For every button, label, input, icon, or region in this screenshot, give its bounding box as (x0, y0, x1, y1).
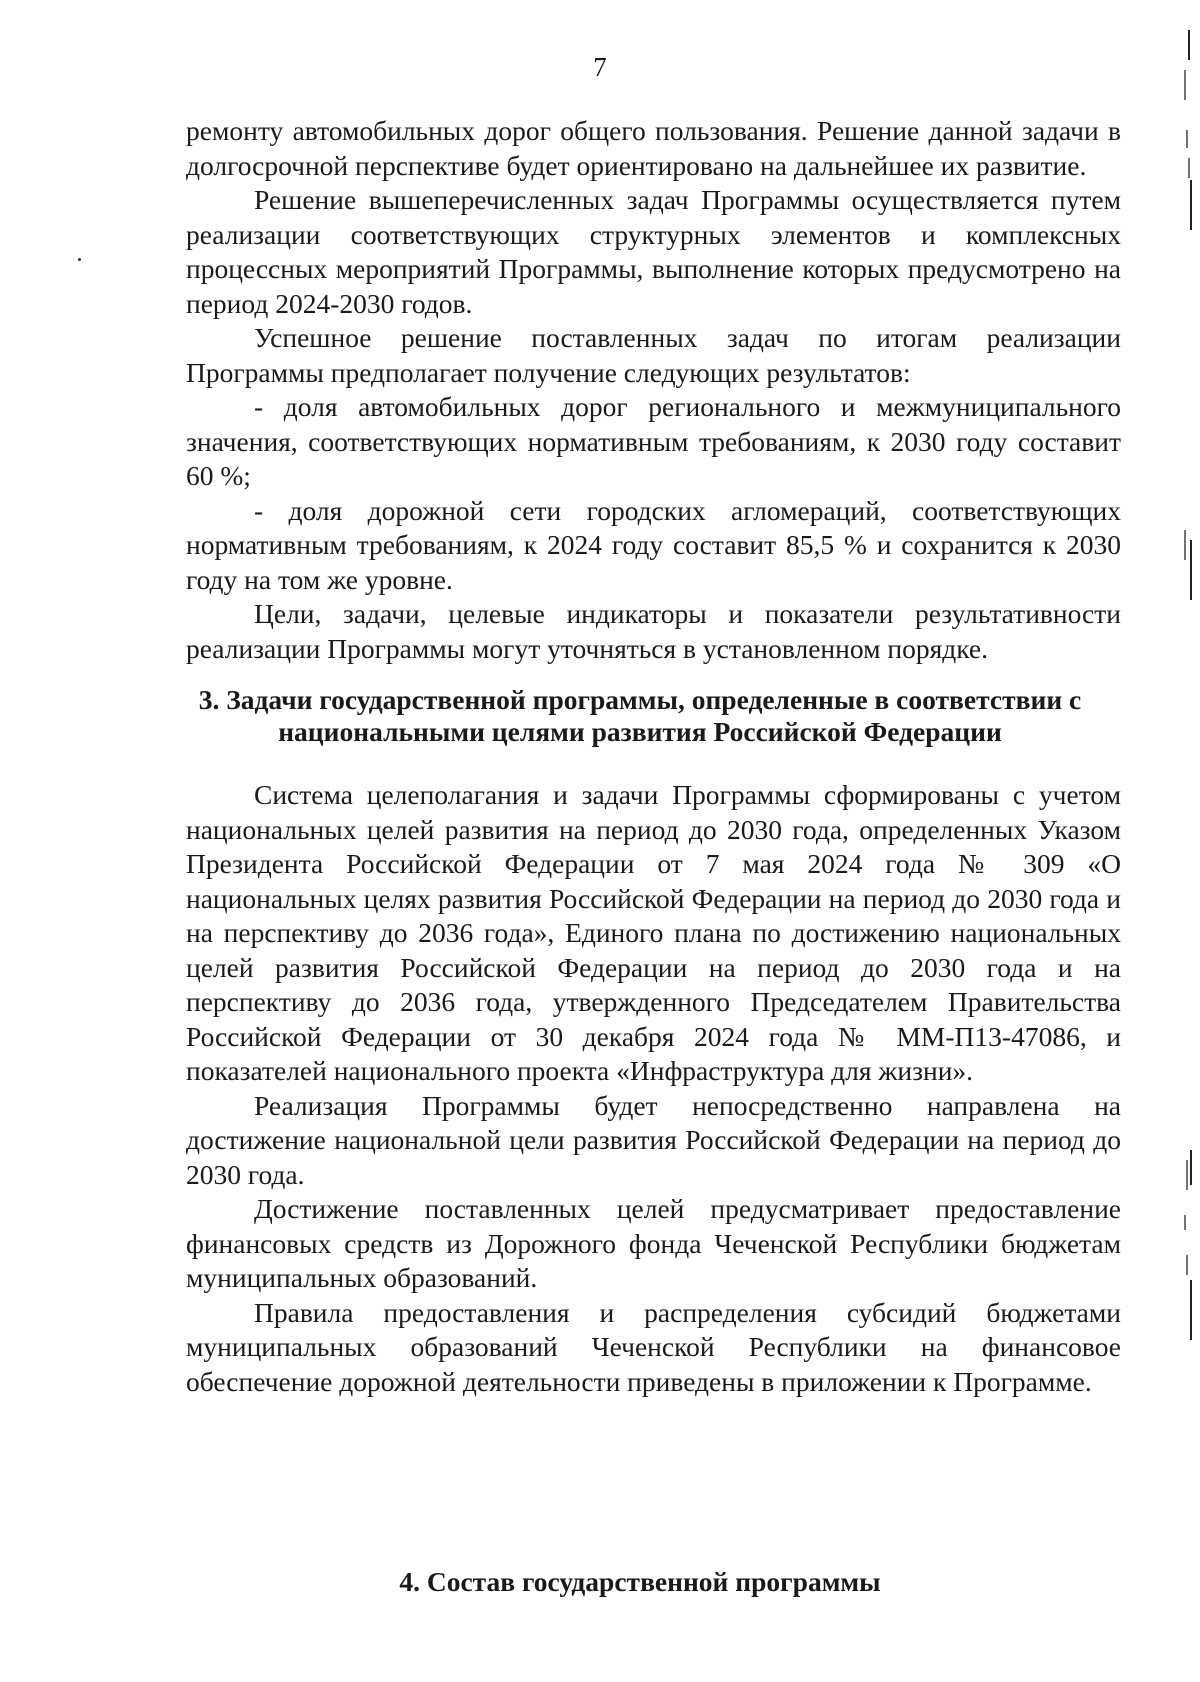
page-number: 7 (593, 52, 607, 82)
paragraph: Решение вышеперечисленных задач Программы осуществляется путем реализации соответствующих структурных элементов и комплексных процессных мероприятий Программы, выполнение которых предусмотрено на период 2024-2030 годов. (186, 184, 1121, 319)
paragraph: Система целеполагания и задачи Программы сформированы с учетом национальных целей развития на период до 2030 года, определенных Указом Президента Российской Федерации от 7 мая 2024 года № 309 «О национальных целях развития Российской Федерации на период до 2030 года и на перспективу до 2036 года», Единого плана по достижению национальных целей развития Российской Федерации на период до 2030 года и на перспективу до 2036 года, утвержденного Председателем Правительства Российской Федерации от 30 декабря 2024 года № ММ-П13-47086, и показателей национального проекта «Инфраструктура для жизни». (186, 779, 1121, 1086)
paragraph: Правила предоставления и распределения субсидий бюджетами муниципальных образований Чеченской Республики на финансовое обеспечение дорожной деятельности приведены в приложении к Программе. (186, 1296, 1121, 1397)
paragraph: ремонту автомобильных дорог общего пользования. Решение данной задачи в долгосрочной перспективе будет ориентировано на дальнейшее их развитие. (186, 115, 1121, 181)
scan-margin-marks (1175, 0, 1195, 1682)
paragraph: Цели, задачи, целевые индикаторы и показатели результативности реализации Программы могут уточняться в установленном порядке. (186, 598, 1121, 664)
list-item: - доля дорожной сети городских агломераций, соответствующих нормативным требованиям, к 2024 году составит 85,5 % и сохранится к 2030 году на том же уровне. (186, 494, 1121, 595)
intro-text-block (186, 114, 1121, 666)
section-3-text-block (186, 778, 1121, 1399)
paragraph: Успешное решение поставленных задач по итогам реализации Программы предполагает получение следующих результатов: (186, 322, 1121, 388)
section-3-heading: 3. Задачи государственной программы, определенные в соответствии с национальными целями развития Российской Федерации (198, 684, 1082, 747)
scan-speck (78, 258, 81, 261)
section-4-heading: 4. Состав государственной программы (399, 1566, 881, 1597)
paragraph: Достижение поставленных целей предусматривает предоставление финансовых средств из Дорожного фонда Чеченской Республики бюджетам муниципальных образований. (186, 1193, 1121, 1293)
paragraph: Реализация Программы будет непосредственно направлена на достижение национальной цели развития Российской Федерации на период до 2030 года. (186, 1089, 1121, 1190)
list-item: - доля автомобильных дорог регионального и межмуниципального значения, соответствующих нормативным требованиям, к 2030 году составит 60 %; (186, 391, 1121, 491)
